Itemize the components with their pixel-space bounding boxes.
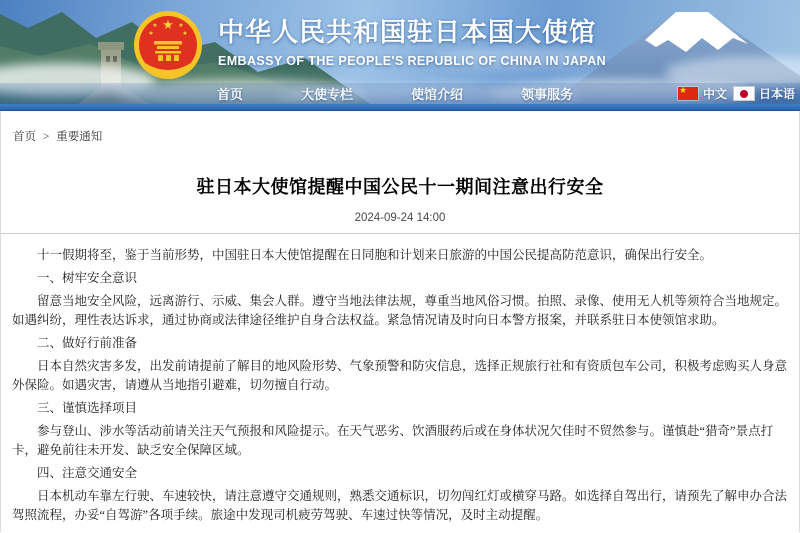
svg-text:★: ★	[162, 18, 174, 33]
breadcrumb-separator: >	[42, 131, 50, 143]
nav-bottom-strip	[0, 104, 800, 111]
main-navigation	[0, 83, 800, 104]
lang-japanese[interactable]	[734, 85, 795, 102]
japan-flag-icon	[734, 87, 754, 100]
svg-text:★: ★	[148, 30, 154, 37]
content-area	[0, 111, 800, 532]
language-switcher	[678, 83, 795, 104]
article-body	[1, 234, 799, 525]
article-paragraph: 参与登山、涉水等活动前请关注天气预报和风险提示。在天气恶劣、饮酒服药后或在身体状况欠佳时不贸然参与。谨慎赴“猎奇”景点打卡，避免前往未开发、缺乏安全保障区域。	[12, 424, 774, 457]
breadcrumb	[1, 111, 799, 144]
nav-item-consular[interactable]: 领事服务	[521, 87, 574, 102]
section-heading: 三、谨慎选择项目	[37, 401, 138, 415]
section-heading: 四、注意交通安全	[37, 466, 138, 480]
article-paragraph: 十一假期将至，鉴于当前形势，中国驻日本大使馆提醒在日同胞和计划来日旅游的中国公民提高防范意识，确保出行安全。	[37, 248, 713, 262]
nav-links	[0, 84, 573, 103]
china-flag-icon	[678, 87, 698, 100]
header-banner	[0, 0, 800, 104]
article-paragraph: 留意当地安全风险，远离游行、示威、集会人群。遵守当地法律法规，尊重当地风俗习惯。拍照、录像、使用无人机等须符合当地规定。如遇纠纷，理性表达诉求，通过协商或法律途径维护自身合法权益。紧急情况请及时向日本警方报案，并联系驻日本使领馆求助。	[12, 294, 788, 327]
breadcrumb-current[interactable]: 重要通知	[56, 131, 103, 143]
lang-japanese-label: 日本语	[758, 87, 795, 101]
article-paragraph: 日本自然灾害多发，出发前请提前了解目的地风险形势、气象预警和防灾信息，选择正规旅行社和有资质包车公司，积极考虑购买人身意外保险。如遇灾害，请遵从当地指引避难，切勿擅自行动。	[12, 359, 788, 392]
breadcrumb-home[interactable]: 首页	[13, 131, 36, 143]
svg-text:★: ★	[178, 22, 184, 29]
section-heading: 一、树牢安全意识	[37, 271, 138, 285]
svg-text:★: ★	[152, 22, 158, 29]
article-title: 驻日本大使馆提醒中国公民十一期间注意出行安全	[196, 177, 604, 197]
embassy-title-cn: 中华人民共和国驻日本国大使馆	[218, 17, 597, 47]
article-paragraph: 日本机动车靠左行驶、车速较快，请注意遵守交通规则，熟悉交通标识，切勿闯红灯或横穿马路。如选择自驾出行，请预先了解申办合法驾照流程，办妥“自驾游”各项手续。旅途中发现司机疲劳驾驶、车速过快等情况，及时主动提醒。	[12, 489, 788, 522]
nav-item-ambassador[interactable]: 大使专栏	[301, 87, 354, 102]
section-heading: 二、做好行前准备	[37, 336, 138, 350]
nav-item-about[interactable]: 使馆介绍	[411, 87, 464, 102]
embassy-title-en: EMBASSY OF THE PEOPLE'S REPUBLIC OF CHINA IN JAPAN	[218, 54, 607, 68]
banner-titles	[218, 12, 606, 68]
article-date: 2024-09-24 14:00	[354, 212, 446, 224]
lang-chinese-label: 中文	[702, 87, 727, 101]
svg-text:★: ★	[182, 30, 188, 37]
nav-item-home[interactable]: 首页	[217, 87, 244, 102]
china-national-emblem-icon	[131, 5, 205, 87]
lang-chinese[interactable]	[678, 85, 727, 102]
